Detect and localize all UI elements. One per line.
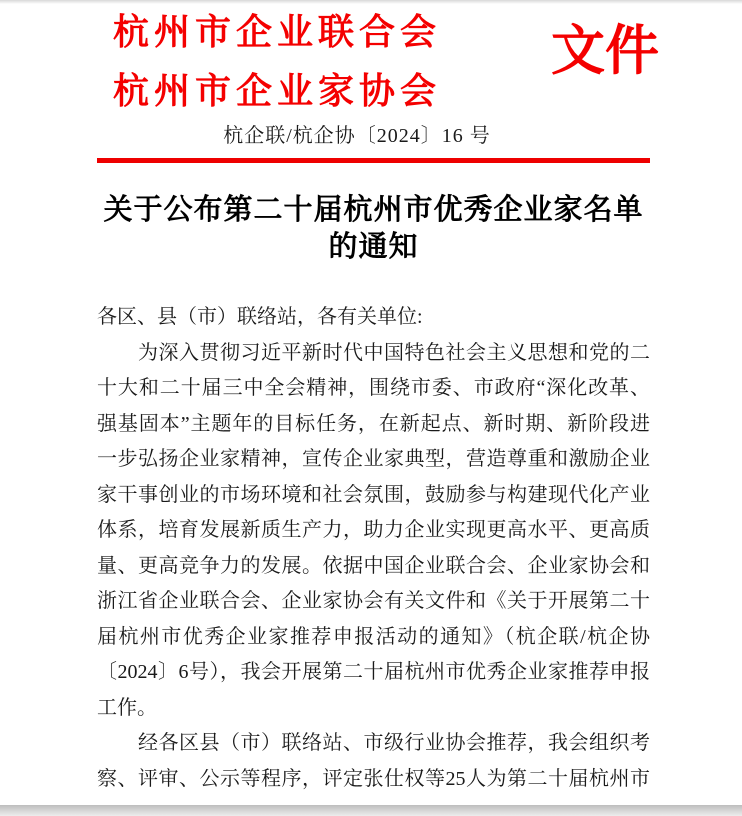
red-divider-line bbox=[97, 158, 650, 163]
body-line: 十大和二十届三中全会精神，围绕市委、市政府“深化改革、 bbox=[97, 377, 650, 399]
body-line: 家干事创业的市场环境和社会氛围，鼓励参与构建现代化产业 bbox=[97, 483, 650, 506]
page-bottom-edge bbox=[0, 805, 742, 816]
org-name-line2: 杭州市企业家协会 bbox=[113, 71, 442, 111]
body-line: 〔2024〕6号），我会开展第二十届杭州市优秀企业家推荐申报 bbox=[97, 661, 650, 683]
body-line: 浙江省企业联合会、企业家协会有关文件和《关于开展第二十 bbox=[97, 590, 650, 612]
body-line: 强基固本”主题年的目标任务，在新起点、新时期、新阶段进 bbox=[97, 412, 650, 435]
body-line: 体系，培育发展新质生产力，助力企业实现更高水平、更高质 bbox=[97, 519, 650, 541]
document-title bbox=[97, 192, 650, 266]
document-label: 文件 bbox=[551, 21, 659, 81]
salutation: 各区、县（市）联络站，各有关单位: bbox=[97, 306, 423, 328]
body-line: 经各区县（市）联络站、市级行业协会推荐，我会组织考 bbox=[138, 732, 650, 754]
body-line: 届杭州市优秀企业家推荐申报活动的通知》（杭企联/杭企协 bbox=[97, 625, 650, 648]
body-line: 一步弘扬企业家精神，宣传企业家典型，营造尊重和激励企业 bbox=[97, 448, 650, 470]
document-body bbox=[97, 300, 650, 797]
title-line2: 的通知 bbox=[328, 231, 419, 263]
body-line: 为深入贯彻习近平新时代中国特色社会主义思想和党的二 bbox=[138, 341, 650, 364]
body-line: 察、评审、公示等程序，评定张仕权等25人为第二十届杭州市 bbox=[97, 767, 650, 790]
document-number: 杭企联/杭企协〔2024〕16 号 bbox=[223, 125, 491, 147]
org-name-line1: 杭州市企业联合会 bbox=[113, 12, 442, 52]
letterhead bbox=[113, 3, 441, 121]
body-line: 工作。 bbox=[97, 696, 157, 719]
title-line1: 关于公布第二十届杭州市优秀企业家名单 bbox=[103, 194, 644, 226]
body-line: 量、更高竞争力的发展。依据中国企业联合会、企业家协会和 bbox=[97, 554, 650, 577]
